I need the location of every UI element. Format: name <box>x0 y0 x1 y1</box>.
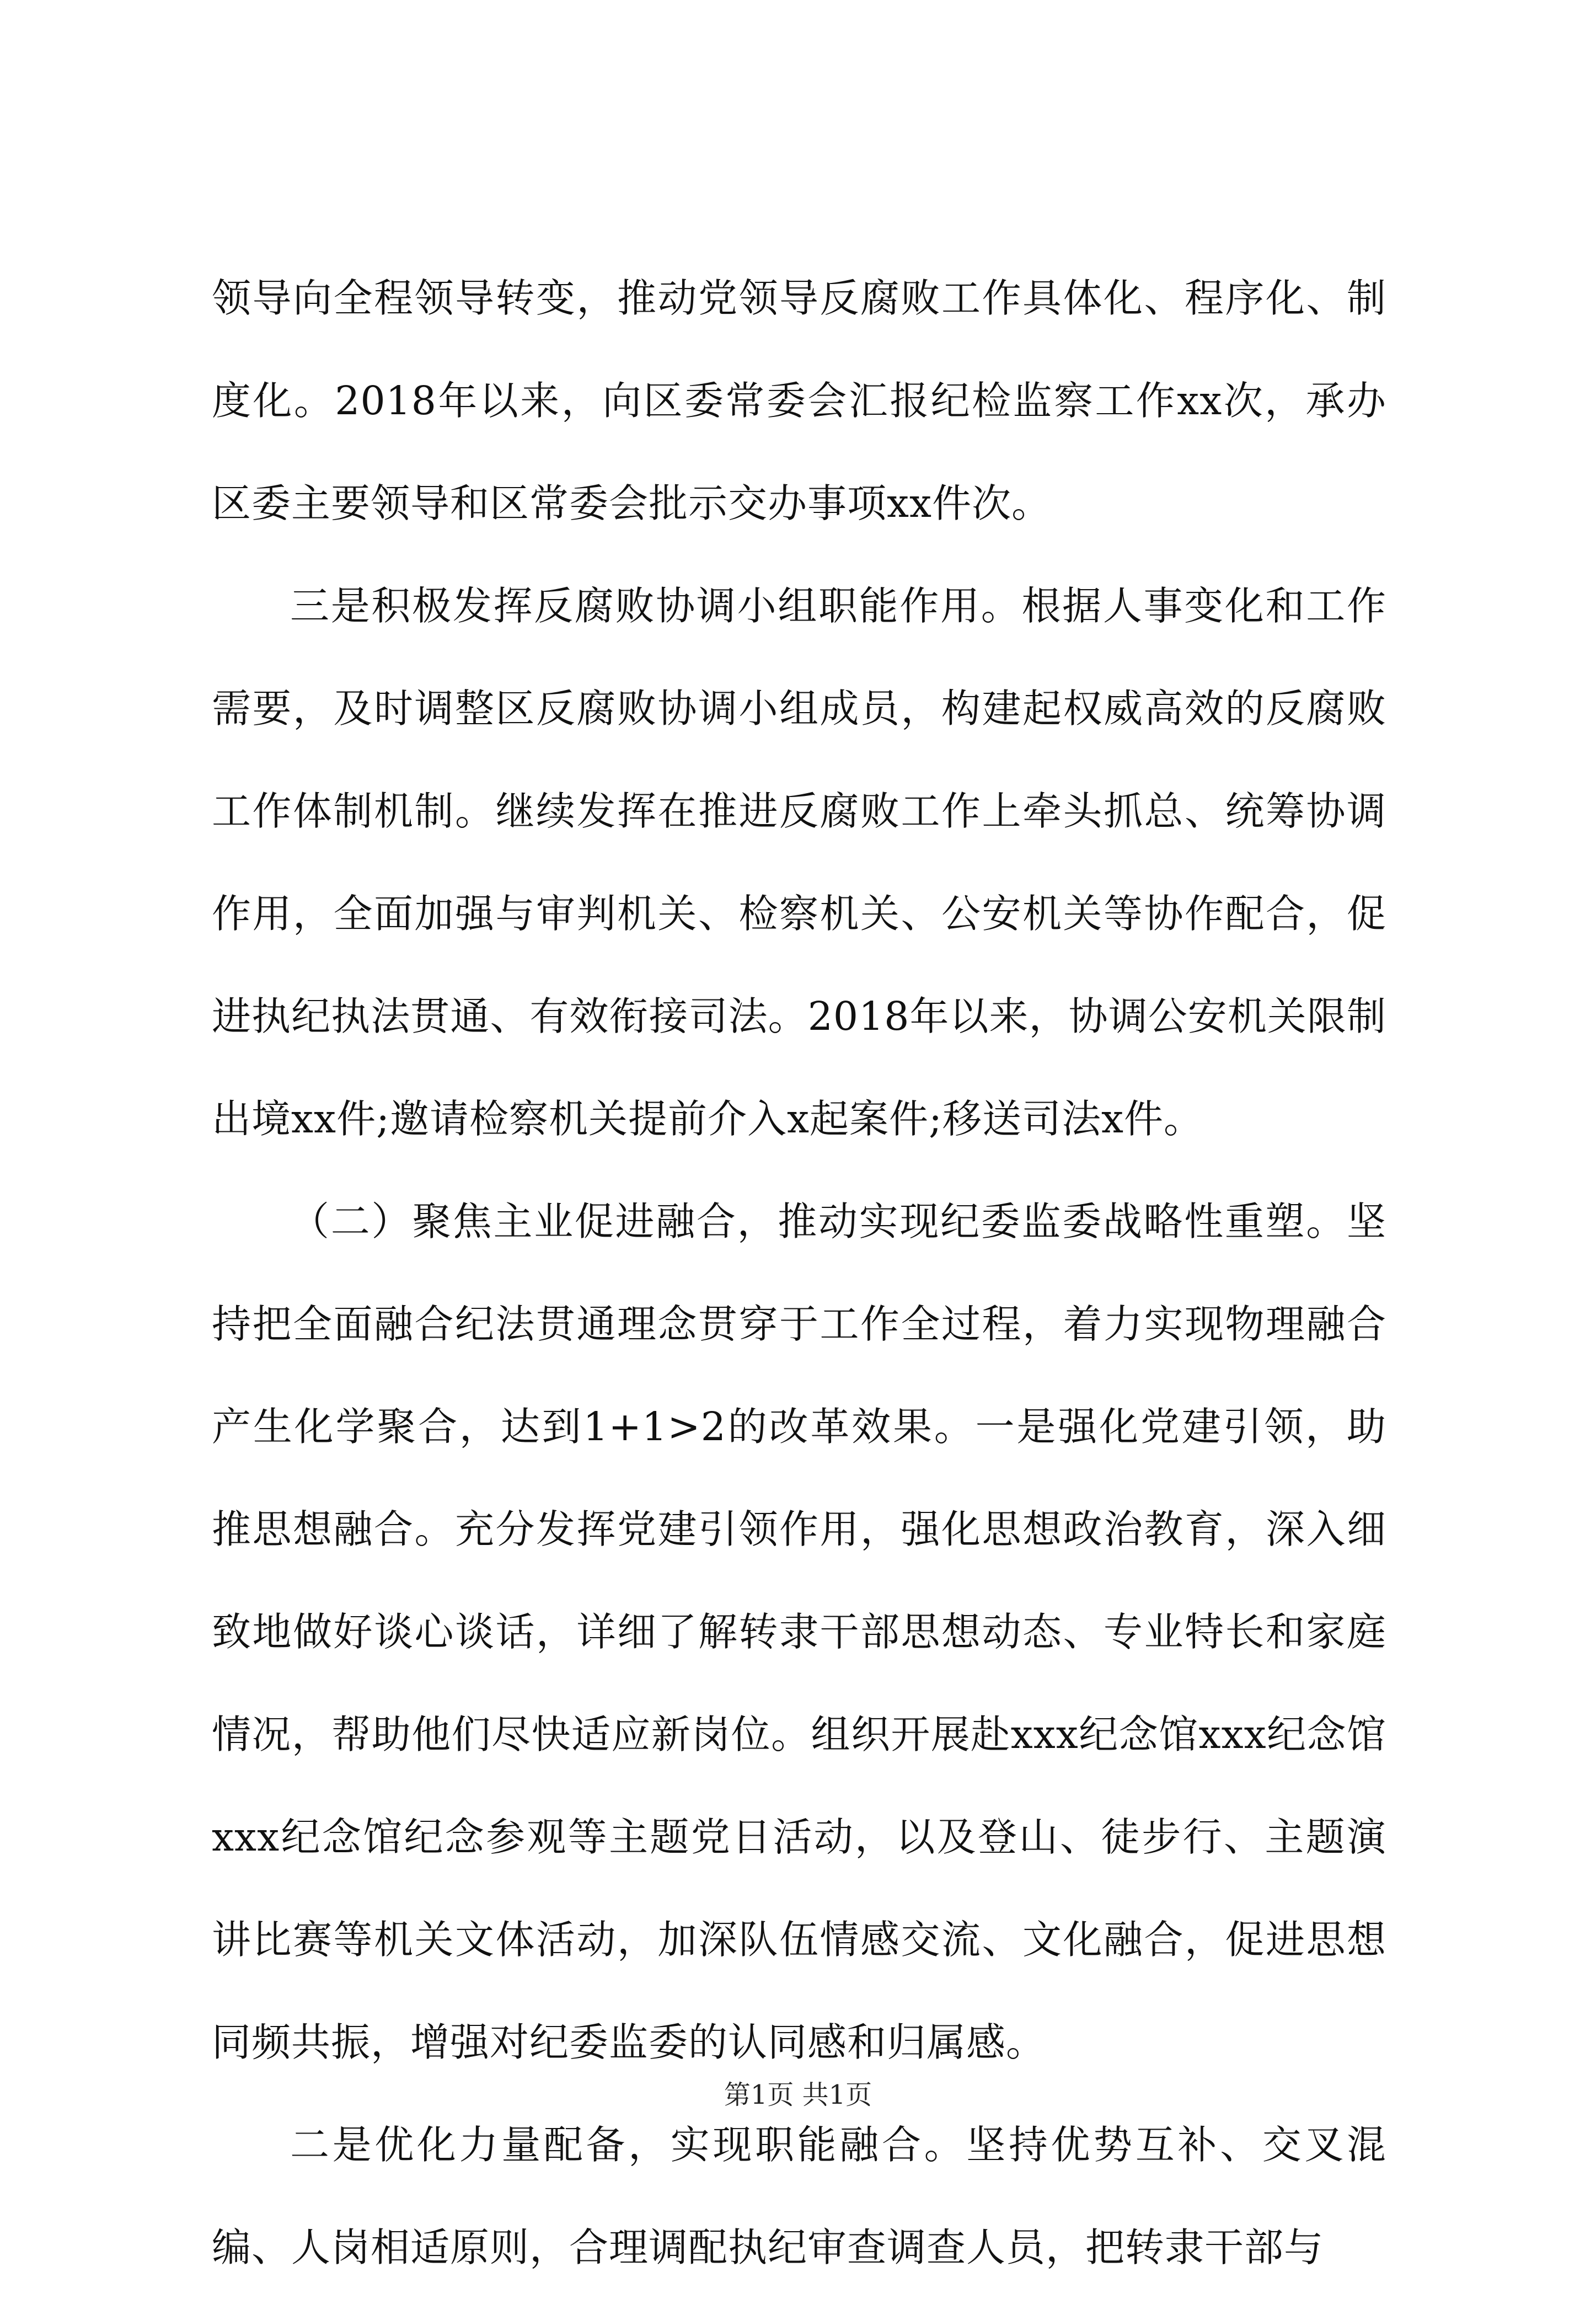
paragraph-3: （二）聚焦主业促进融合，推动实现纪委监委战略性重塑。坚持把全面融合纪法贯通理念贯穿于工作全过程，着力实现物理融合产生化学聚合，达到1+1>2的改革效果。一是强化党建引领，助推思想融合。充分发挥党建引领作用，强化思想政治教育，深入细致地做好谈心谈话，详细了解转隶干部思想动态、专业特长和家庭情况，帮助他们尽快适应新岗位。组织开展赴xxx纪念馆xxx纪念馆xxx纪念馆纪念参观等主题党日活动，以及登山、徒步行、主题演讲比赛等机关文体活动，加深队伍情感交流、文化融合，促进思想同频共振，增强对纪委监委的认同感和归属感。 <box>212 1199 1386 2065</box>
page-footer: 第1页 共1页 <box>724 2079 872 2110</box>
paragraph-1: 领导向全程领导转变，推动党领导反腐败工作具体化、程序化、制度化。2018年以来，向区委常委会汇报纪检监察工作xx次，承办区委主要领导和区常委会批示交办事项xx件次。 <box>212 275 1386 526</box>
document-body <box>212 247 1386 2299</box>
paragraph-2: 三是积极发挥反腐败协调小组职能作用。根据人事变化和工作需要，及时调整区反腐败协调小组成员，构建起权威高效的反腐败工作体制机制。继续发挥在推进反腐败工作上牵头抓总、统筹协调作用，全面加强与审判机关、检察机关、公安机关等协作配合，促进执纪执法贯通、有效衔接司法。2018年以来，协调公安机关限制出境xx件;邀请检察机关提前介入x起案件;移送司法x件。 <box>212 583 1386 1142</box>
paragraph-4: 二是优化力量配备，实现职能融合。坚持优势互补、交叉混编、人岗相适原则，合理调配执纪审查调查人员，把转隶干部与 <box>212 2122 1386 2270</box>
